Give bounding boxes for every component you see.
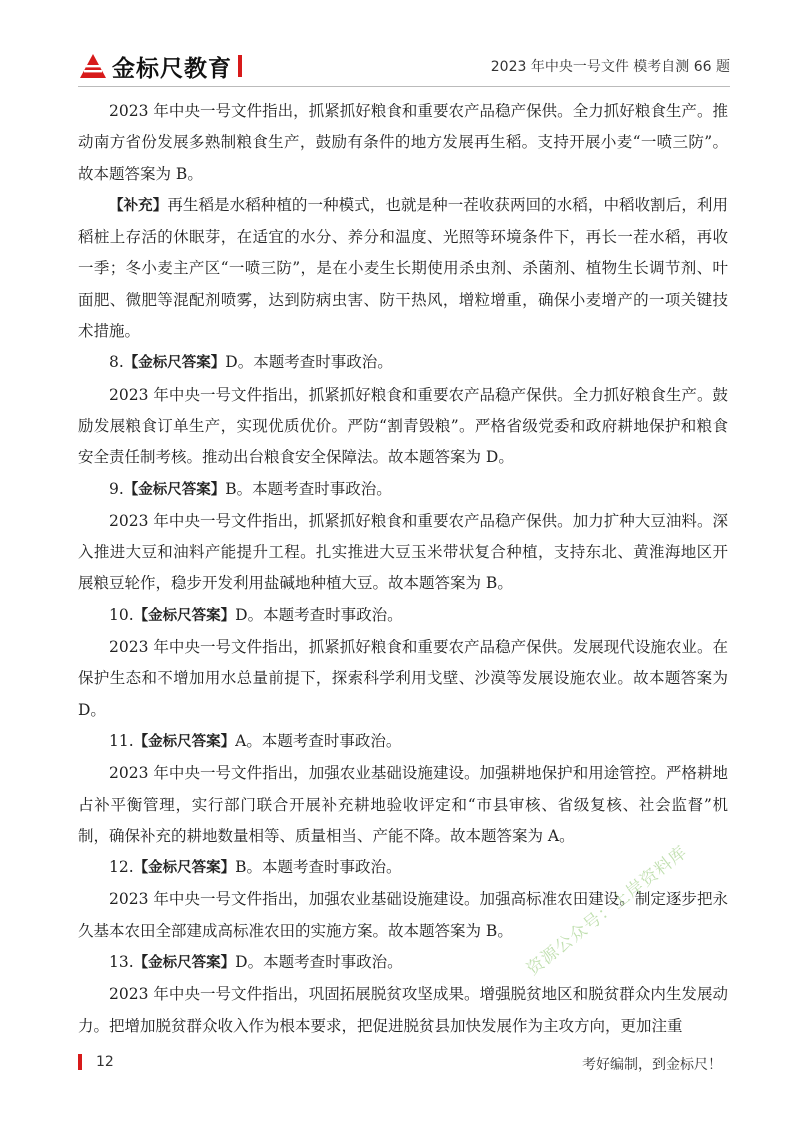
- paragraph: [78, 506, 728, 600]
- paragraph: [78, 758, 728, 852]
- answer-tag: 【金标尺答案】: [133, 860, 236, 877]
- paragraph-text: 2023 年中央一号文件指出，抓紧抓好粮食和重要农产品稳产保供。加力扩种大豆油料。深入推进大豆和油料产能提升工程。扎实推进大豆玉米带状复合种植，支持东北、黄淮海地区开展粮豆轮作，稳步开发利用盐碱地种植大豆。故本题答案为 B。: [78, 511, 728, 593]
- question-number: 9.: [109, 479, 124, 498]
- supplement-tag: 【补充】: [109, 197, 168, 214]
- paragraph: [78, 979, 728, 1042]
- watermark: 资源公众号：上岸资料库: [523, 842, 692, 980]
- paragraph-text: 2023 年中央一号文件指出，抓紧抓好粮食和重要农产品稳产保供。发展现代设施农业。在保护生态和不增加用水总量前提下，探索科学利用戈壁、沙漠等发展设施农业。故本题答案为 D。: [78, 638, 728, 719]
- paragraph: [78, 380, 728, 474]
- answer-tag: 【金标尺答案】: [133, 607, 236, 624]
- answer-text: A。本题考查时事政治。: [235, 731, 402, 750]
- page-number: 12: [96, 1054, 114, 1070]
- question-number: 10.: [109, 605, 134, 624]
- answer-text: B。本题考查时事政治。: [235, 858, 402, 877]
- answer-tag: 【金标尺答案】: [133, 955, 236, 972]
- supplement-paragraph: [78, 190, 728, 347]
- brand-logo-icon: [78, 52, 108, 80]
- answer-heading: [78, 600, 728, 632]
- header-divider: [78, 86, 730, 87]
- answer-heading: [78, 347, 728, 379]
- answer-text: D。本题考查时事政治。: [235, 953, 403, 972]
- paragraph-text: 2023 年中央一号文件指出，加强农业基础设施建设。加强高标准农田建设。制定逐步把永久基本农田全部建成高标准农田的实施方案。故本题答案为 B。: [78, 890, 728, 940]
- answer-text: D。本题考查时事政治。: [225, 353, 393, 372]
- brand-name: 金标尺教育: [112, 55, 232, 82]
- paragraph-text: 再生稻是水稻种植的一种模式，也就是种一茬收获两回的水稻，中稻收割后，利用稻桩上存活的休眠芽，在适宜的水分、养分和温度、光照等环境条件下，再长一茬水稻，再收一季；冬小麦主产区“一喷三防”，是在小麦生长期使用杀虫剂、杀菌剂、植物生长调节剂、叶面肥、微肥等混配剂喷雾，达到防病虫害、防干热风，增粒增重，确保小麦增产的一项关键技术措施。: [78, 195, 728, 341]
- page-footer-left: [78, 1054, 114, 1070]
- question-number: 8.: [109, 353, 124, 372]
- answer-text: B。本题考查时事政治。: [225, 479, 392, 498]
- paragraph-text: 2023 年中央一号文件指出，巩固拓展脱贫攻坚成果。增强脱贫地区和脱贫群众内生发展动力。把增加脱贫群众收入作为根本要求，把促进脱贫县加快发展作为主攻方向，更加注重: [78, 985, 728, 1035]
- answer-tag: 【金标尺答案】: [123, 481, 226, 498]
- page-accent-bar: [78, 1054, 82, 1070]
- brand-accent-bar: [238, 55, 242, 77]
- page-header: [78, 50, 730, 86]
- brand-logo: [78, 50, 242, 82]
- answer-tag: 【金标尺答案】: [123, 355, 226, 372]
- paragraph: [78, 632, 728, 726]
- answer-heading: [78, 474, 728, 506]
- footer-slogan: 考好编制，到金标尺！: [582, 1057, 722, 1073]
- question-number: 12.: [109, 858, 134, 877]
- answer-heading: [78, 947, 728, 979]
- paragraph-text: 2023 年中央一号文件指出，加强农业基础设施建设。加强耕地保护和用途管控。严格耕地占补平衡管理，实行部门联合开展补充耕地验收评定和“市县审核、省级复核、社会监督”机制，确保补充的耕地数量相等、质量相当、产能不降。故本题答案为 A。: [78, 764, 728, 845]
- paragraph-text: 2023 年中央一号文件指出，抓紧抓好粮食和重要农产品稳产保供。全力抓好粮食生产。鼓励发展粮食订单生产，实现优质优价。严防“割青毁粮”。严格省级党委和政府耕地保护和粮食安全责任制考核。推动出台粮食安全保障法。故本题答案为 D。: [78, 385, 728, 467]
- question-number: 13.: [109, 953, 134, 972]
- paragraph: [78, 96, 728, 190]
- answer-text: D。本题考查时事政治。: [235, 605, 403, 624]
- document-title: 2023 年中央一号文件 模考自测 66 题: [490, 59, 730, 75]
- answer-heading: [78, 726, 728, 758]
- answer-tag: 【金标尺答案】: [133, 733, 236, 750]
- question-number: 11.: [109, 731, 134, 750]
- paragraph-text: 2023 年中央一号文件指出，抓紧抓好粮食和重要农产品稳产保供。全力抓好粮食生产。推动南方省份发展多熟制粮食生产，鼓励有条件的地方发展再生稻。支持开展小麦“一喷三防”。故本题答案为 B。: [78, 102, 728, 183]
